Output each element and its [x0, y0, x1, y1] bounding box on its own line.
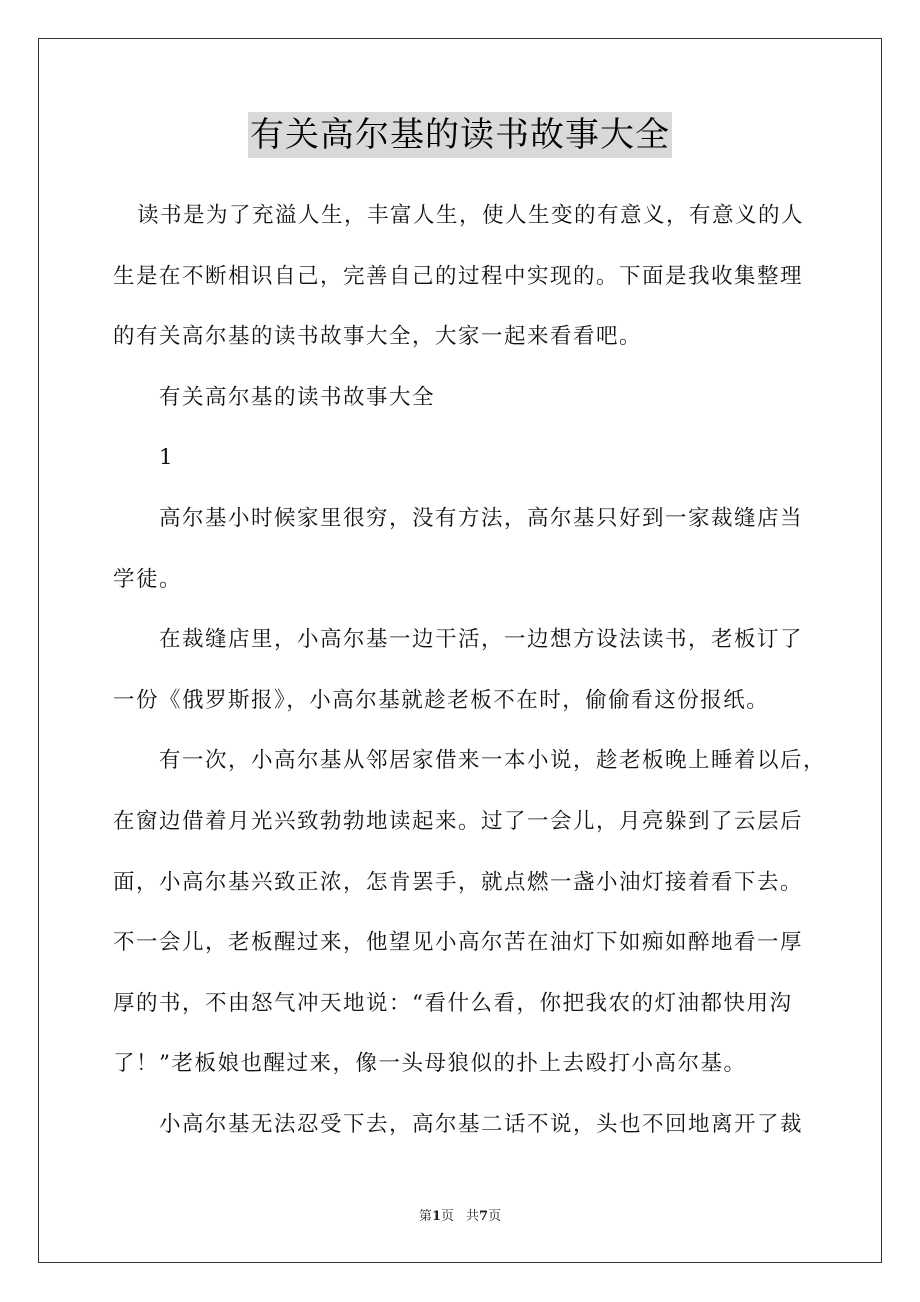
page-footer: [0, 1205, 920, 1224]
paragraph-line: 的有关高尔基的读书故事大全，大家一起来看看吧。: [113, 324, 643, 350]
title-container: [0, 112, 920, 158]
paragraph-line: 生是在不断相识自己，完善自己的过程中实现的。下面是我收集整理: [113, 263, 804, 289]
paragraph-line: 一份《俄罗斯报》，小高尔基就趁老板不在时，偷偷看这份报纸。: [113, 687, 770, 713]
document-title: 有关高尔基的读书故事大全: [248, 112, 672, 158]
paragraph-line: 不一会儿，老板醒过来，他望见小高尔苦在油灯下如痴如醉地看一厚: [113, 930, 804, 956]
paragraph-line: 厚的书，不由怒气冲天地说：“看什么看，你把我农的灯油都快用沟: [113, 990, 793, 1016]
paragraph-line: 面，小高尔基兴致正浓，怎肯罢手，就点燃一盏小油灯接着看下去。: [113, 869, 804, 895]
paragraph-line: 学徒。: [113, 566, 183, 592]
paragraph-line: 在窗边借着月光兴致勃勃地读起来。过了一会儿，月亮躲到了云层后: [113, 808, 804, 834]
paragraph-line: 高尔基小时候家里很穷，没有方法，高尔基只好到一家裁缝店当: [159, 505, 804, 531]
paragraph-line: 小高尔基无法忍受下去，高尔基二话不说，头也不回地离开了裁: [159, 1111, 804, 1137]
total-suffix: 页: [488, 1209, 502, 1224]
document-body: [113, 186, 827, 1156]
paragraph-line: 了！”老板娘也醒过来，像一头母狼似的扑上去殴打小高尔基。: [113, 1051, 747, 1077]
page-prefix: 第: [418, 1209, 432, 1224]
total-page-number: 7: [479, 1209, 489, 1224]
total-prefix: 共: [466, 1209, 480, 1224]
paragraph-line: 在裁缝店里，小高尔基一边干活，一边想方设法读书，老板订了: [159, 627, 804, 653]
paragraph-line: 有一次，小高尔基从邻居家借来一本小说，趁老板晚上睡着以后，: [159, 748, 827, 774]
paragraph-line: 读书是为了充溢人生，丰富人生，使人生变的有意义，有意义的人: [137, 203, 805, 228]
section-number: 1: [159, 445, 175, 471]
section-heading: 有关高尔基的读书故事大全: [159, 384, 436, 410]
page-suffix: 页: [440, 1209, 454, 1224]
current-page-number: 1: [431, 1209, 441, 1224]
